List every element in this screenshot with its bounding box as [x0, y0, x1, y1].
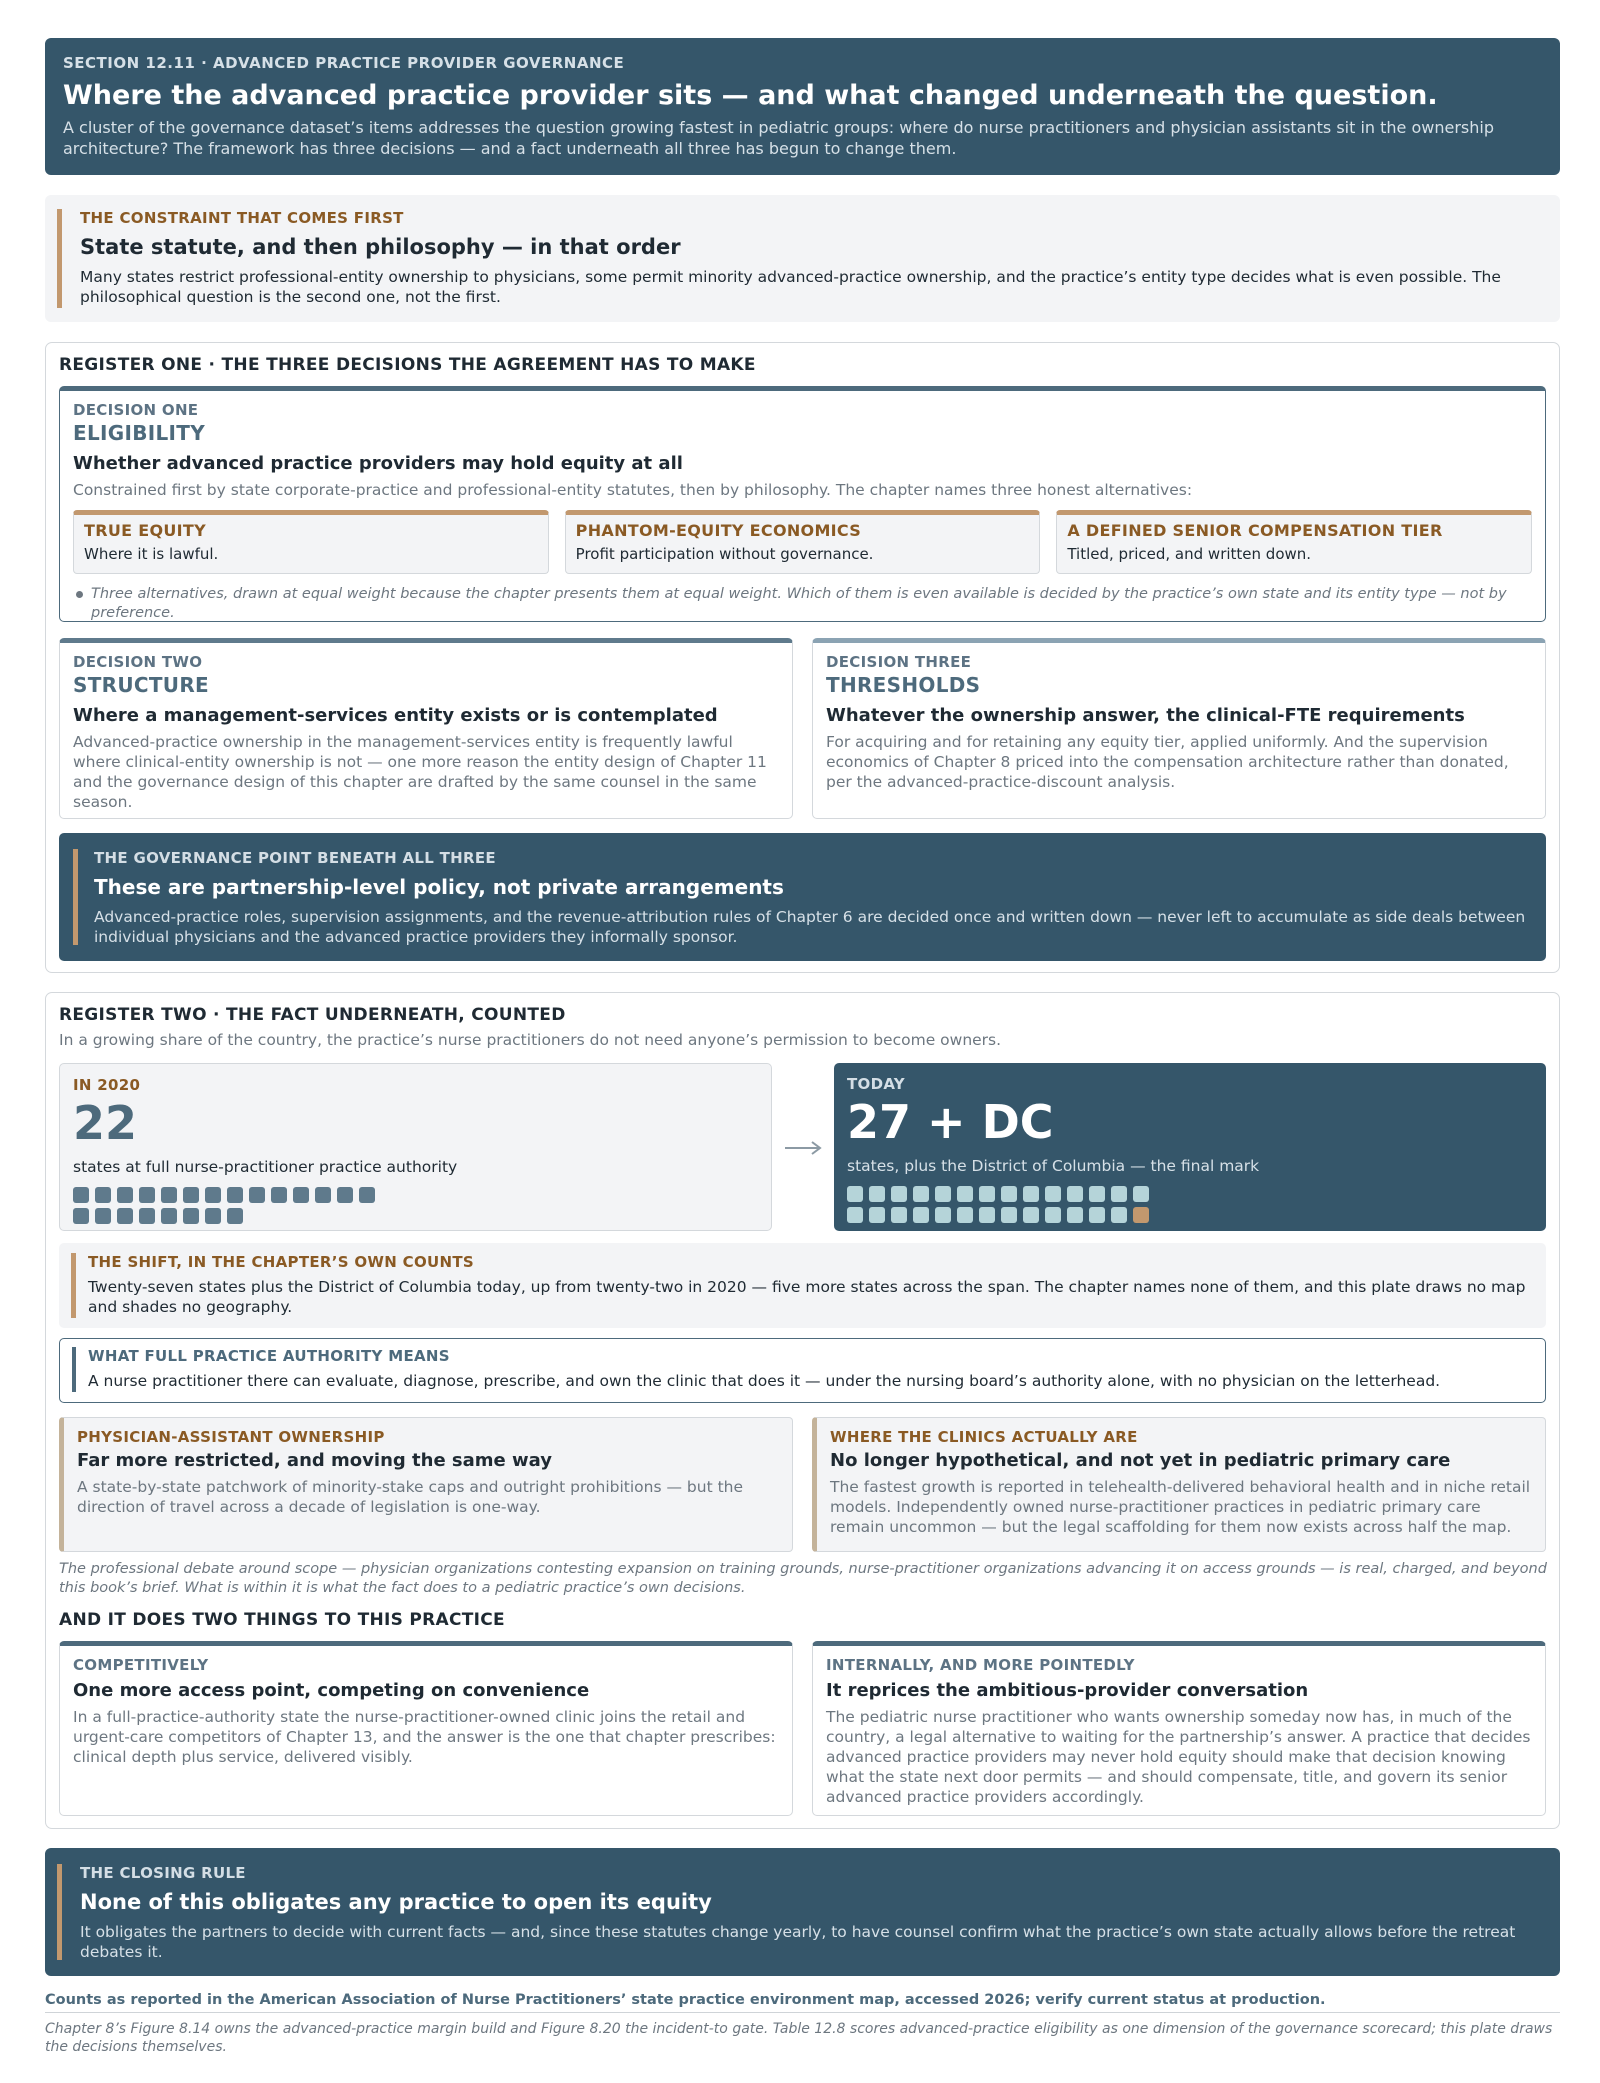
fpa-body: A nurse practitioner there can evaluate, diagnose, prescribe, and own the clinic that does it — under the nursing board’s authority alone, with no physician on the letterhead. [88, 1372, 1441, 1390]
decision-two-card [59, 638, 793, 819]
state-square [359, 1187, 375, 1203]
alternative-body: Titled, priced, and written down. [1067, 545, 1312, 563]
alternative-title: PHANTOM-EQUITY ECONOMICS [575, 521, 862, 540]
count-2020-label: IN 2020 [73, 1076, 141, 1094]
internally-kicker: INTERNALLY, AND MORE POINTEDLY [826, 1656, 1135, 1674]
state-square [847, 1207, 863, 1223]
count-today-caption: states, plus the District of Columbia — the final mark [847, 1157, 1260, 1175]
footer-divider [45, 2012, 1560, 2013]
state-square [891, 1207, 907, 1223]
debate-note: The professional debate around scope — physician organizations contesting expansion on training grounds, nurse-practitioner organizations advancing it on access grounds — is real, charged, and beyond this book’s brief. What is within it is what the fact does to a pediatric practice’s own decisions. [59, 1561, 1547, 1596]
decision-two-kicker: DECISION TWO [73, 653, 203, 671]
governance-kicker: THE GOVERNANCE POINT BENEATH ALL THREE [94, 849, 496, 867]
count-today-card [834, 1063, 1546, 1231]
alternatives-note [73, 585, 1532, 623]
state-square [957, 1186, 973, 1202]
bullet-dot-icon [76, 591, 83, 598]
state-square [205, 1208, 221, 1224]
two-things-title: AND IT DOES TWO THINGS TO THIS PRACTICE [59, 1610, 505, 1630]
state-square [979, 1186, 995, 1202]
decision-two-body: Advanced-practice ownership in the management-services entity is frequently lawful where clinical-entity ownership is not — one more reason the entity design of Chapter 11 and the governance design of this chapter are drafted by the same counsel in the same season. [73, 733, 767, 811]
state-square [847, 1186, 863, 1202]
alternative-true-equity [73, 510, 549, 574]
alternative-phantom-equity [565, 510, 1041, 574]
state-square [249, 1187, 265, 1203]
count-2020-caption: states at full nurse-practitioner practice authority [73, 1158, 458, 1176]
decision-three-card [812, 638, 1546, 819]
state-square [1111, 1207, 1127, 1223]
state-square [891, 1186, 907, 1202]
state-square [1089, 1186, 1105, 1202]
state-square [1045, 1186, 1061, 1202]
governance-point-callout [59, 833, 1546, 961]
pa-ownership-card [59, 1417, 793, 1552]
count-today-value: 27 + DC [847, 1095, 1054, 1149]
internally-card [812, 1641, 1546, 1816]
closing-title: None of this obligates any practice to open its equity [80, 1890, 712, 1914]
state-square [1111, 1186, 1127, 1202]
governance-title: These are partnership-level policy, not private arrangements [94, 875, 784, 899]
decision-one-card [59, 386, 1546, 622]
state-square [315, 1187, 331, 1203]
constraint-kicker: THE CONSTRAINT THAT COMES FIRST [80, 209, 404, 227]
competitively-title: One more access point, competing on convenience [73, 1680, 590, 1701]
competitively-card [59, 1641, 793, 1816]
state-square [1133, 1186, 1149, 1202]
decision-one-subtitle: Whether advanced practice providers may hold equity at all [73, 453, 683, 474]
governance-accent [73, 849, 1532, 945]
source-note: Counts as reported in the American Association of Nurse Practitioners’ state practice environment map, accessed 2026; verify current status at production. [45, 1992, 1326, 2008]
closing-accent [57, 1864, 1548, 1960]
state-square [337, 1187, 353, 1203]
decision-one-name: ELIGIBILITY [73, 421, 206, 445]
state-square [183, 1208, 199, 1224]
count-today-label: TODAY [847, 1075, 905, 1093]
competitively-body: In a full-practice-authority state the nurse-practitioner-owned clinic joins the retail and urgent-care competitors of Chapter 13, and the answer is the one that chapter prescribes: clinical depth plus service, delivered visibly. [73, 1708, 776, 1766]
count-2020-squares [73, 1187, 383, 1224]
state-square [161, 1187, 177, 1203]
state-square [139, 1208, 155, 1224]
state-square [1067, 1186, 1083, 1202]
full-practice-authority-callout [59, 1338, 1546, 1403]
count-today-squares [847, 1186, 1157, 1223]
state-square [1089, 1207, 1105, 1223]
state-square [117, 1208, 133, 1224]
constraint-body: Many states restrict professional-entity ownership to physicians, some permit minority advanced-practice ownership, and the practice’s entity type decides what is even possible. The philosophical question is the second one, not the first. [80, 268, 1501, 306]
internally-title: It reprices the ambitious-provider conversation [826, 1680, 1309, 1701]
decision-three-subtitle: Whatever the ownership answer, the clinical-FTE requirements [826, 705, 1465, 726]
state-square [293, 1187, 309, 1203]
clinics-title: No longer hypothetical, and not yet in pediatric primary care [830, 1450, 1451, 1471]
closing-body: It obligates the partners to decide with current facts — and, since these statutes change yearly, to have counsel confirm what the practice’s own state actually allows before the retreat debates it. [80, 1923, 1516, 1961]
clinics-body: The fastest growth is reported in telehealth-delivered behavioral health and in niche retail models. Independently owned nurse-practitioner practices in pediatric primary care remain uncommon — but the legal scaffolding for them now exists across half the map. [830, 1478, 1531, 1536]
fpa-accent [72, 1347, 1533, 1392]
state-square [73, 1187, 89, 1203]
register-one-title: REGISTER ONE · THE THREE DECISIONS THE AGREEMENT HAS TO MAKE [59, 355, 756, 375]
pa-title: Far more restricted, and moving the same way [77, 1450, 552, 1471]
constraint-callout [45, 195, 1560, 322]
section-header [45, 38, 1560, 175]
state-square [271, 1187, 287, 1203]
state-square [73, 1208, 89, 1224]
register-two [45, 992, 1560, 1829]
state-square [1067, 1207, 1083, 1223]
decision-one-body: Constrained first by state corporate-practice and professional-entity statutes, then by philosophy. The chapter names three honest alternatives: [73, 481, 1193, 499]
state-square [95, 1187, 111, 1203]
state-square [957, 1207, 973, 1223]
shift-body: Twenty-seven states plus the District of Columbia today, up from twenty-two in 2020 — five more states across the span. The chapter names none of them, and this plate draws no map and shades no geography. [88, 1278, 1526, 1316]
state-square [1023, 1186, 1039, 1202]
state-square [935, 1207, 951, 1223]
register-two-intro: In a growing share of the country, the practice’s nurse practitioners do not need anyone’s permission to become owners. [59, 1031, 1002, 1049]
state-square [1001, 1186, 1017, 1202]
shift-kicker: THE SHIFT, IN THE CHAPTER’S OWN COUNTS [88, 1253, 474, 1271]
shift-accent [71, 1253, 1534, 1318]
register-two-heading [59, 1005, 1549, 1049]
decision-three-kicker: DECISION THREE [826, 653, 972, 671]
clinics-card [812, 1417, 1546, 1552]
page-title: Where the advanced practice provider sits — and what changed underneath the question. [63, 80, 1438, 111]
state-square [183, 1187, 199, 1203]
clinics-kicker: WHERE THE CLINICS ACTUALLY ARE [830, 1428, 1138, 1446]
constraint-title: State statute, and then philosophy — in that order [80, 235, 681, 259]
decision-one-kicker: DECISION ONE [73, 401, 199, 419]
alternatives-row [73, 510, 1532, 574]
state-square [117, 1187, 133, 1203]
alternative-body: Profit participation without governance. [575, 545, 874, 563]
shift-callout [59, 1243, 1546, 1328]
state-square [869, 1207, 885, 1223]
state-square [161, 1208, 177, 1224]
constraint-accent [57, 209, 1548, 308]
pa-kicker: PHYSICIAN-ASSISTANT OWNERSHIP [77, 1428, 385, 1446]
decision-two-subtitle: Where a management-services entity exists or is contemplated [73, 705, 718, 726]
register-two-title: REGISTER TWO · THE FACT UNDERNEATH, COUNTED [59, 1005, 566, 1025]
state-square [913, 1207, 929, 1223]
fpa-kicker: WHAT FULL PRACTICE AUTHORITY MEANS [88, 1347, 450, 1365]
alternative-compensation-tier [1056, 510, 1532, 574]
closing-kicker: THE CLOSING RULE [80, 1864, 246, 1882]
alternatives-note-text: Three alternatives, drawn at equal weight because the chapter presents them at equal weight. Which of them is even available is decided by the practice’s own state and its entity type — not by preference. [91, 586, 1507, 621]
alternative-body: Where it is lawful. [84, 545, 219, 563]
governance-body: Advanced-practice roles, supervision assignments, and the revenue-attribution rules of Chapter 6 are decided once and written down — never left to accumulate as side deals between individual physicians and the advanced practice providers they informally sponsor. [94, 908, 1526, 946]
count-2020-value: 22 [73, 1096, 138, 1150]
dc-square [1133, 1207, 1149, 1223]
footnote: Chapter 8’s Figure 8.14 owns the advanced-practice margin build and Figure 8.20 the incident-to gate. Table 12.8 scores advanced-practice eligibility as one dimension of the governance scorecard; this plate draws the decisions themselves. [45, 2021, 1553, 2055]
section-kicker: SECTION 12.11 · ADVANCED PRACTICE PROVIDER GOVERNANCE [63, 54, 625, 72]
state-square [913, 1186, 929, 1202]
state-square [869, 1186, 885, 1202]
state-square [935, 1186, 951, 1202]
state-square [139, 1187, 155, 1203]
decision-three-name: THRESHOLDS [826, 673, 981, 697]
state-square [1001, 1207, 1017, 1223]
internally-body: The pediatric nurse practitioner who wants ownership someday now has, in much of the country, a legal alternative to waiting for the partnership’s answer. A practice that decides advanced practice providers may never hold equity should make that decision knowing what the state next door permits — and should compensate, title, and govern its senior advanced practice providers accordingly. [826, 1708, 1531, 1806]
decision-two-name: STRUCTURE [73, 673, 210, 697]
pa-body: A state-by-state patchwork of minority-stake caps and outright prohibitions — but the direction of travel across a decade of legislation is one-way. [77, 1478, 744, 1516]
state-square [227, 1208, 243, 1224]
decision-three-body: For acquiring and for retaining any equity tier, applied uniformly. And the supervision economics of Chapter 8 priced into the compensation architecture rather than donated, per the advanced-practice-discount analysis. [826, 733, 1509, 791]
competitively-kicker: COMPETITIVELY [73, 1656, 209, 1674]
state-square [979, 1207, 995, 1223]
closing-rule-callout [45, 1848, 1560, 1976]
state-square [95, 1208, 111, 1224]
state-square [1023, 1207, 1039, 1223]
state-square [1045, 1207, 1061, 1223]
section-intro: A cluster of the governance dataset’s items addresses the question growing fastest in pediatric groups: where do nurse practitioners and physician assistants sit in the ownership architecture? The framework has three decisions — and a fact underneath all three has begun to change them. [63, 118, 1494, 158]
count-2020-card [59, 1063, 772, 1231]
alternative-title: TRUE EQUITY [84, 521, 207, 540]
arrow-right-icon [784, 1140, 824, 1156]
alternative-title: A DEFINED SENIOR COMPENSATION TIER [1067, 521, 1443, 540]
register-one [45, 342, 1560, 973]
state-square [227, 1187, 243, 1203]
state-square [205, 1187, 221, 1203]
